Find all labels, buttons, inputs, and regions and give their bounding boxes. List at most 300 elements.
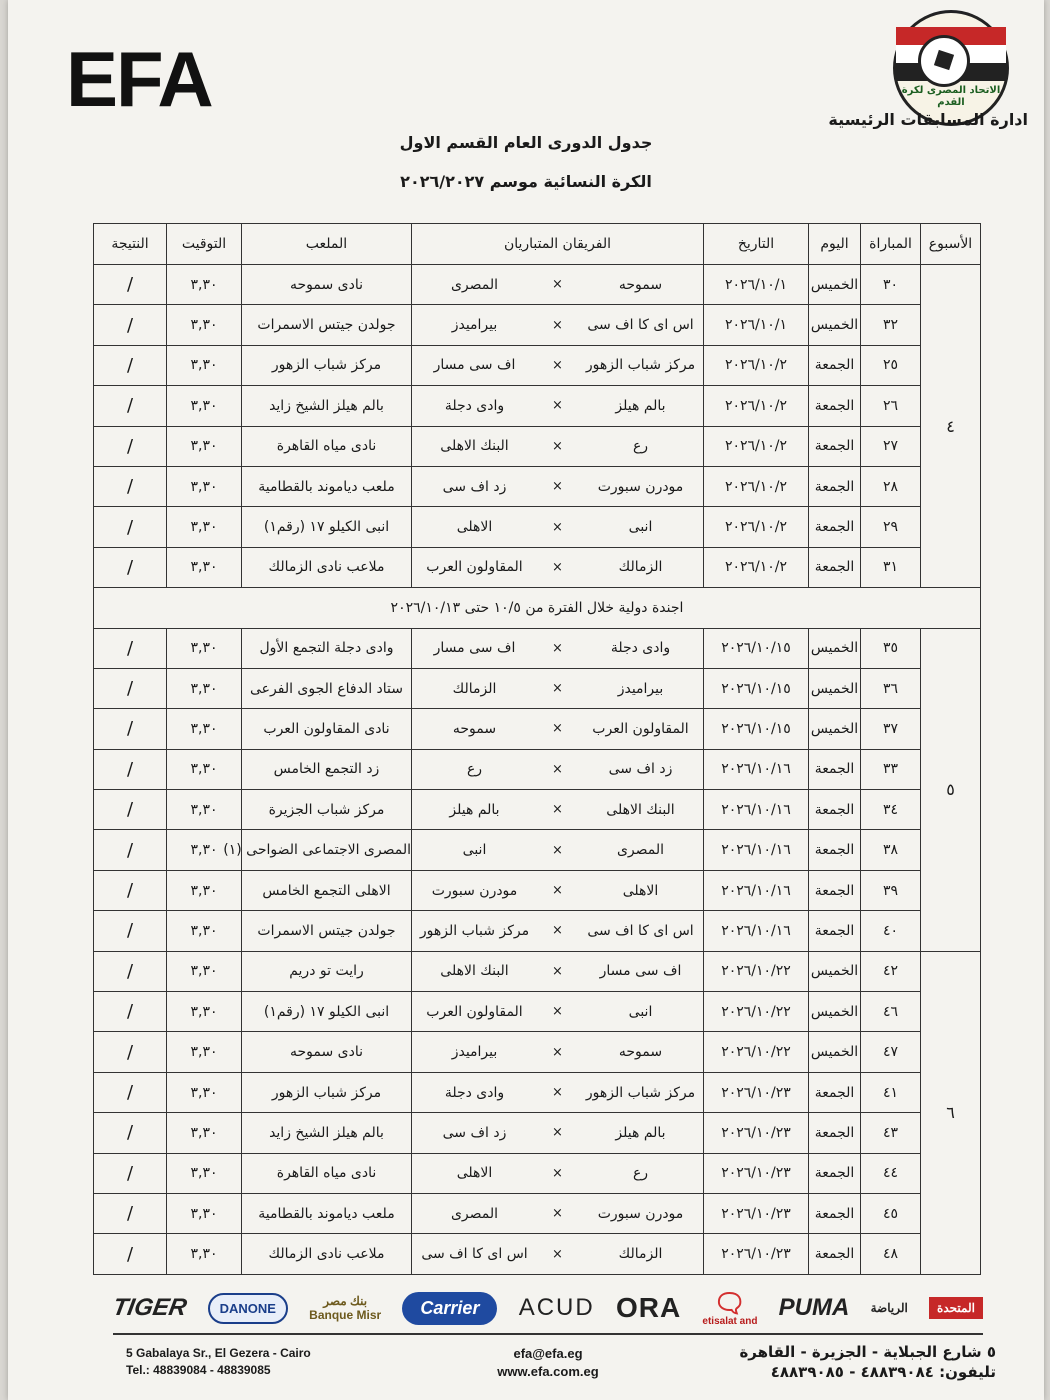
match-date: ٢٠٢٦/١٠/١٥ — [704, 668, 809, 708]
match-teams — [412, 992, 704, 1032]
table-header-row — [94, 224, 981, 265]
match-result: / — [94, 547, 167, 587]
match-time: ٣,٣٠ — [167, 951, 242, 991]
match-result: / — [94, 1234, 167, 1274]
match-teams — [412, 1072, 704, 1112]
away-team: بيراميدز — [451, 1044, 498, 1061]
sponsor-banque-misr-logo — [309, 1294, 381, 1322]
match-number: ٤٧ — [861, 1032, 921, 1072]
match-time: ٣,٣٠ — [167, 345, 242, 385]
table-row — [94, 992, 981, 1032]
table-row — [94, 1072, 981, 1112]
home-team: انبى — [628, 1003, 653, 1020]
match-result: / — [94, 345, 167, 385]
match-day: الجمعة — [809, 345, 861, 385]
efa-logo: EFA — [66, 35, 212, 123]
match-stadium: مركز شباب الزهور — [242, 345, 412, 385]
table-row — [94, 466, 981, 506]
match-time: ٣,٣٠ — [167, 790, 242, 830]
sponsor-tiger-logo: TIGER — [110, 1294, 189, 1321]
table-row — [94, 709, 981, 749]
match-day: الخميس — [809, 1032, 861, 1072]
match-date: ٢٠٢٦/١٠/٢ — [704, 386, 809, 426]
address-ar-street: ٥ شارع الجبلاية - الجزيرة - القاهرة — [739, 1343, 996, 1361]
address-en-phone: Tel.: 48839084 - 48839085 — [126, 1363, 271, 1377]
match-result: / — [94, 709, 167, 749]
match-date: ٢٠٢٦/١٠/١٦ — [704, 830, 809, 870]
match-stadium: ستاد الدفاع الجوى الفرعى — [242, 668, 412, 708]
away-team: البنك الاهلى — [440, 438, 509, 455]
match-day: الجمعة — [809, 830, 861, 870]
match-result: / — [94, 426, 167, 466]
versus-icon: × — [552, 1085, 563, 1100]
match-teams — [412, 305, 704, 345]
etisalat-text: etisalat and — [702, 1315, 758, 1327]
home-team: رع — [632, 438, 649, 455]
match-result: / — [94, 507, 167, 547]
match-teams — [412, 628, 704, 668]
match-time: ٣,٣٠ — [167, 386, 242, 426]
away-team: اف سى مسار — [433, 357, 516, 374]
match-teams — [412, 1113, 704, 1153]
table-row — [94, 749, 981, 789]
home-team: البنك الاهلى — [606, 801, 675, 818]
home-team: مودرن سبورت — [597, 478, 684, 495]
versus-icon: × — [552, 277, 563, 293]
match-time: ٣,٣٠ — [167, 466, 242, 506]
match-result: / — [94, 466, 167, 506]
away-team: سموحه — [452, 720, 497, 737]
match-day: الخميس — [809, 992, 861, 1032]
match-date: ٢٠٢٦/١٠/١٦ — [704, 790, 809, 830]
versus-icon: × — [552, 519, 563, 535]
match-stadium: جولدن جيتس الاسمرات — [242, 911, 412, 951]
sponsor-puma-logo: PUMA — [778, 1294, 850, 1321]
match-result: / — [94, 992, 167, 1032]
match-time: ٣,٣٠ — [167, 265, 242, 305]
match-stadium: الاهلى التجمع الخامس — [242, 870, 412, 910]
away-team: بيراميدز — [451, 317, 498, 334]
away-team: مركز شباب الزهور — [419, 922, 530, 939]
home-team: المصرى — [616, 842, 665, 859]
table-row — [94, 426, 981, 466]
match-stadium: جولدن جيتس الاسمرات — [242, 305, 412, 345]
match-date: ٢٠٢٦/١٠/١٦ — [704, 749, 809, 789]
match-date: ٢٠٢٦/١٠/٢ — [704, 547, 809, 587]
home-team: رع — [632, 1165, 649, 1182]
versus-icon: × — [552, 721, 563, 737]
versus-icon: × — [552, 640, 563, 656]
versus-icon: × — [552, 1004, 563, 1020]
match-time: ٣,٣٠ — [167, 507, 242, 547]
match-stadium: بالم هيلز الشيخ زايد — [242, 1113, 412, 1153]
match-date: ٢٠٢٦/١٠/١٦ — [704, 870, 809, 910]
match-time: ٣,٣٠ — [167, 709, 242, 749]
match-result: / — [94, 305, 167, 345]
home-team: اف سى مسار — [599, 963, 682, 980]
match-number: ٢٨ — [861, 466, 921, 506]
match-date: ٢٠٢٦/١٠/٢٣ — [704, 1113, 809, 1153]
match-date: ٢٠٢٦/١٠/٢ — [704, 507, 809, 547]
match-teams — [412, 709, 704, 749]
match-result: / — [94, 911, 167, 951]
versus-icon: × — [552, 559, 563, 575]
match-teams — [412, 1193, 704, 1233]
match-time: ٣,٣٠ — [167, 1032, 242, 1072]
match-day: الخميس — [809, 951, 861, 991]
match-stadium: نادى سموحه — [242, 265, 412, 305]
match-number: ٣٧ — [861, 709, 921, 749]
match-time: ٣,٣٠ — [167, 628, 242, 668]
away-team: اف سى مسار — [433, 640, 516, 657]
match-day: الخميس — [809, 305, 861, 345]
match-day: الجمعة — [809, 1234, 861, 1274]
match-day: الجمعة — [809, 1113, 861, 1153]
home-team: مركز شباب الزهور — [585, 357, 696, 374]
match-number: ٤٥ — [861, 1193, 921, 1233]
footer-address-en — [126, 1345, 386, 1379]
footer-address-ar — [708, 1342, 996, 1382]
header-result: النتيجة — [94, 224, 167, 265]
schedule-title: جدول الدورى العام القسم الاول — [399, 133, 653, 152]
match-time: ٣,٣٠ — [167, 426, 242, 466]
table-row — [94, 628, 981, 668]
match-teams — [412, 1234, 704, 1274]
sponsor-danone-logo: DANONE — [208, 1293, 288, 1324]
match-day: الجمعة — [809, 1193, 861, 1233]
match-teams — [412, 265, 704, 305]
table-row — [94, 951, 981, 991]
match-time: ٣,٣٠ — [167, 668, 242, 708]
match-stadium: نادى مياه القاهرة — [242, 1153, 412, 1193]
versus-icon: × — [552, 1125, 563, 1141]
match-stadium: نادى سموحه — [242, 1032, 412, 1072]
versus-icon: × — [552, 479, 563, 495]
away-team: الاهلى — [456, 1165, 493, 1182]
table-row — [94, 1234, 981, 1274]
sponsor-acud-logo: ACUD — [518, 1294, 595, 1321]
match-teams — [412, 830, 704, 870]
match-date: ٢٠٢٦/١٠/٢ — [704, 426, 809, 466]
week-number: ٦ — [921, 951, 981, 1274]
egyptian-fa-crest-icon — [893, 10, 1009, 126]
home-team: اس اى كا اف سى — [587, 922, 694, 939]
match-number: ٣٨ — [861, 830, 921, 870]
match-number: ٣٠ — [861, 265, 921, 305]
away-team: المصرى — [450, 276, 499, 293]
versus-icon: × — [552, 357, 563, 373]
match-day: الجمعة — [809, 466, 861, 506]
match-teams — [412, 951, 704, 991]
away-team: بالم هيلز — [449, 801, 500, 818]
match-day: الجمعة — [809, 911, 861, 951]
away-team: وادى دجلة — [444, 397, 505, 414]
home-team: الزمالك — [618, 559, 663, 576]
table-row — [94, 345, 981, 385]
footer-email[interactable]: efa@efa.eg — [513, 1346, 583, 1361]
away-team: المقاولون العرب — [426, 1003, 523, 1020]
address-en-street: 5 Gabalaya Sr., El Gezera - Cairo — [126, 1346, 311, 1360]
match-teams — [412, 870, 704, 910]
match-time: ٣,٣٠ — [167, 749, 242, 789]
versus-icon: × — [552, 802, 563, 818]
match-teams — [412, 386, 704, 426]
match-date: ٢٠٢٦/١٠/١٦ — [704, 911, 809, 951]
table-row — [94, 1032, 981, 1072]
crest-text: الاتحاد المصرى لكرة القدم — [901, 85, 1001, 108]
table-row — [94, 1193, 981, 1233]
match-result: / — [94, 870, 167, 910]
table-row — [94, 386, 981, 426]
table-row — [94, 1113, 981, 1153]
match-result: / — [94, 628, 167, 668]
match-number: ٤٠ — [861, 911, 921, 951]
match-stadium: ملعب دياموند بالقطامية — [242, 1193, 412, 1233]
table-row — [94, 790, 981, 830]
banque-misr-arabic: بنك مصر — [323, 1294, 368, 1308]
address-ar-phone: تليفون: ٤٨٨٣٩٠٨٤ - ٤٨٨٣٩٠٨٥ — [770, 1363, 996, 1381]
match-teams — [412, 790, 704, 830]
match-number: ٤٣ — [861, 1113, 921, 1153]
match-number: ٢٦ — [861, 386, 921, 426]
match-day: الجمعة — [809, 386, 861, 426]
banque-misr-english: Banque Misr — [309, 1308, 382, 1322]
sponsor-etisalat-logo — [702, 1287, 758, 1327]
home-team: زد اف سى — [608, 761, 673, 778]
match-result: / — [94, 749, 167, 789]
week-number: ٤ — [921, 265, 981, 588]
match-date: ٢٠٢٦/١٠/٢٣ — [704, 1193, 809, 1233]
match-stadium: ملاعب نادى الزمالك — [242, 547, 412, 587]
match-teams — [412, 911, 704, 951]
sponsor-ora-logo: ORA — [615, 1292, 682, 1323]
header-stadium: الملعب — [242, 224, 412, 265]
match-number: ٤٤ — [861, 1153, 921, 1193]
match-time: ٣,٣٠ — [167, 830, 242, 870]
match-date: ٢٠٢٦/١٠/٢٢ — [704, 992, 809, 1032]
header-date: التاريخ — [704, 224, 809, 265]
international-break-row — [94, 588, 981, 628]
match-number: ٤١ — [861, 1072, 921, 1112]
department-label: ادارة المسابقات الرئيسية — [828, 110, 1028, 129]
match-result: / — [94, 951, 167, 991]
table-row — [94, 911, 981, 951]
header-teams: الفريقان المتباريان — [412, 224, 704, 265]
match-day: الخميس — [809, 265, 861, 305]
match-time: ٣,٣٠ — [167, 1193, 242, 1233]
match-date: ٢٠٢٦/١٠/١٥ — [704, 628, 809, 668]
match-number: ٣٤ — [861, 790, 921, 830]
match-stadium: مركز شباب الزهور — [242, 1072, 412, 1112]
match-number: ٣٣ — [861, 749, 921, 789]
away-team: وادى دجلة — [444, 1084, 505, 1101]
home-team: سموحه — [618, 1044, 663, 1061]
match-stadium: رايت تو دريم — [242, 951, 412, 991]
match-stadium: انبى الكيلو ١٧ (رقم١) — [242, 507, 412, 547]
sponsor-mottahida-logo: المتحدة — [929, 1297, 983, 1319]
versus-icon: × — [552, 681, 563, 697]
match-day: الجمعة — [809, 1153, 861, 1193]
table-row — [94, 507, 981, 547]
match-number: ٤٦ — [861, 992, 921, 1032]
match-time: ٣,٣٠ — [167, 1072, 242, 1112]
versus-icon: × — [552, 761, 563, 777]
match-day: الخميس — [809, 709, 861, 749]
match-result: / — [94, 1113, 167, 1153]
home-team: سموحه — [618, 276, 663, 293]
versus-icon: × — [552, 963, 563, 979]
match-result: / — [94, 386, 167, 426]
match-date: ٢٠٢٦/١٠/١٥ — [704, 709, 809, 749]
away-team: مودرن سبورت — [431, 882, 518, 899]
versus-icon: × — [552, 883, 563, 899]
international-break-note: اجندة دولية خلال الفترة من ١٠/٥ حتى ٢٠٢٦/١٠/١٣ — [94, 588, 981, 628]
match-teams — [412, 1032, 704, 1072]
away-team: زد اف سى — [442, 1124, 507, 1141]
match-time: ٣,٣٠ — [167, 547, 242, 587]
table-row — [94, 830, 981, 870]
match-date: ٢٠٢٦/١٠/٢٢ — [704, 951, 809, 991]
home-team: بالم هيلز — [615, 1124, 666, 1141]
versus-icon: × — [552, 1165, 563, 1181]
match-stadium: ملاعب نادى الزمالك — [242, 1234, 412, 1274]
match-day: الجمعة — [809, 547, 861, 587]
match-day: الجمعة — [809, 790, 861, 830]
match-stadium: نادى مياه القاهرة — [242, 426, 412, 466]
match-result: / — [94, 1153, 167, 1193]
match-teams — [412, 345, 704, 385]
footer-contact — [448, 1345, 648, 1381]
match-number: ٣٢ — [861, 305, 921, 345]
match-number: ٣٦ — [861, 668, 921, 708]
table-row — [94, 1153, 981, 1193]
match-day: الجمعة — [809, 870, 861, 910]
schedule-subtitle: الكرة النسائية موسم ٢٠٢٦/٢٠٢٧ — [400, 172, 652, 191]
away-team: المصرى — [450, 1205, 499, 1222]
versus-icon: × — [552, 317, 563, 333]
match-teams — [412, 547, 704, 587]
versus-icon: × — [552, 438, 563, 454]
match-stadium: انبى الكيلو ١٧ (رقم١) — [242, 992, 412, 1032]
match-day: الجمعة — [809, 749, 861, 789]
etisalat-mark-icon: 🗨 — [713, 1287, 747, 1318]
document-page — [8, 0, 1044, 1400]
match-date: ٢٠٢٦/١٠/٢ — [704, 466, 809, 506]
versus-icon: × — [552, 923, 563, 939]
football-icon — [918, 35, 970, 87]
away-team: رع — [466, 761, 483, 778]
match-teams — [412, 668, 704, 708]
table-row — [94, 265, 981, 305]
home-team: مركز شباب الزهور — [585, 1084, 696, 1101]
header-day: اليوم — [809, 224, 861, 265]
table-body — [94, 265, 981, 1275]
match-number: ٣١ — [861, 547, 921, 587]
versus-icon: × — [552, 1206, 563, 1222]
match-schedule-table — [93, 223, 981, 1275]
match-result: / — [94, 265, 167, 305]
match-date: ٢٠٢٦/١٠/٢٢ — [704, 1032, 809, 1072]
away-team: الاهلى — [456, 519, 493, 536]
match-number: ٤٨ — [861, 1234, 921, 1274]
match-date: ٢٠٢٦/١٠/٢٣ — [704, 1234, 809, 1274]
footer-divider — [113, 1333, 983, 1335]
week-number: ٥ — [921, 628, 981, 951]
header-week: الأسبوع — [921, 224, 981, 265]
match-result: / — [94, 668, 167, 708]
match-day: الجمعة — [809, 507, 861, 547]
match-stadium: مركز شباب الجزيرة — [242, 790, 412, 830]
match-result: / — [94, 1032, 167, 1072]
match-teams — [412, 466, 704, 506]
match-day: الخميس — [809, 628, 861, 668]
match-date: ٢٠٢٦/١٠/٢٣ — [704, 1072, 809, 1112]
header-match: المباراة — [861, 224, 921, 265]
match-number: ٢٧ — [861, 426, 921, 466]
match-date: ٢٠٢٦/١٠/١ — [704, 265, 809, 305]
match-time: ٣,٣٠ — [167, 870, 242, 910]
match-stadium: ملعب دياموند بالقطامية — [242, 466, 412, 506]
table-row — [94, 870, 981, 910]
match-time: ٣,٣٠ — [167, 911, 242, 951]
home-team: مودرن سبورت — [597, 1205, 684, 1222]
match-result: / — [94, 1193, 167, 1233]
match-day: الجمعة — [809, 1072, 861, 1112]
table-row — [94, 547, 981, 587]
match-teams — [412, 1153, 704, 1193]
match-date: ٢٠٢٦/١٠/٢ — [704, 345, 809, 385]
match-teams — [412, 749, 704, 789]
match-time: ٣,٣٠ — [167, 1153, 242, 1193]
sponsor-ministry-logo: الرياضة — [870, 1301, 908, 1315]
match-stadium: بالم هيلز الشيخ زايد — [242, 386, 412, 426]
home-team: بالم هيلز — [615, 397, 666, 414]
footer-website[interactable]: www.efa.com.eg — [497, 1364, 599, 1379]
match-number: ٣٥ — [861, 628, 921, 668]
home-team: انبى — [628, 519, 653, 536]
table-row — [94, 305, 981, 345]
match-date: ٢٠٢٦/١٠/١ — [704, 305, 809, 345]
away-team: انبى — [462, 842, 487, 859]
match-stadium: زد التجمع الخامس — [242, 749, 412, 789]
versus-icon: × — [552, 1246, 563, 1262]
home-team: وادى دجلة — [610, 640, 671, 657]
match-stadium: نادى المقاولون العرب — [242, 709, 412, 749]
match-result: / — [94, 790, 167, 830]
match-result: / — [94, 1072, 167, 1112]
match-day: الجمعة — [809, 426, 861, 466]
home-team: الزمالك — [618, 1246, 663, 1263]
match-date: ٢٠٢٦/١٠/٢٣ — [704, 1153, 809, 1193]
away-team: زد اف سى — [442, 478, 507, 495]
header-time: التوقيت — [167, 224, 242, 265]
table-row — [94, 668, 981, 708]
versus-icon: × — [552, 398, 563, 414]
away-team: اس اى كا اف سى — [421, 1246, 528, 1263]
sponsor-carrier-logo: Carrier — [402, 1292, 497, 1325]
home-team: اس اى كا اف سى — [587, 317, 694, 334]
versus-icon: × — [552, 842, 563, 858]
match-stadium: المصرى الاجتماعى الضواحى (١) — [242, 830, 412, 870]
match-number: ٣٩ — [861, 870, 921, 910]
match-time: ٣,٣٠ — [167, 1234, 242, 1274]
away-team: المقاولون العرب — [426, 559, 523, 576]
versus-icon: × — [552, 1044, 563, 1060]
match-number: ٢٥ — [861, 345, 921, 385]
match-time: ٣,٣٠ — [167, 1113, 242, 1153]
home-team: بيراميدز — [617, 680, 664, 697]
match-day: الخميس — [809, 668, 861, 708]
